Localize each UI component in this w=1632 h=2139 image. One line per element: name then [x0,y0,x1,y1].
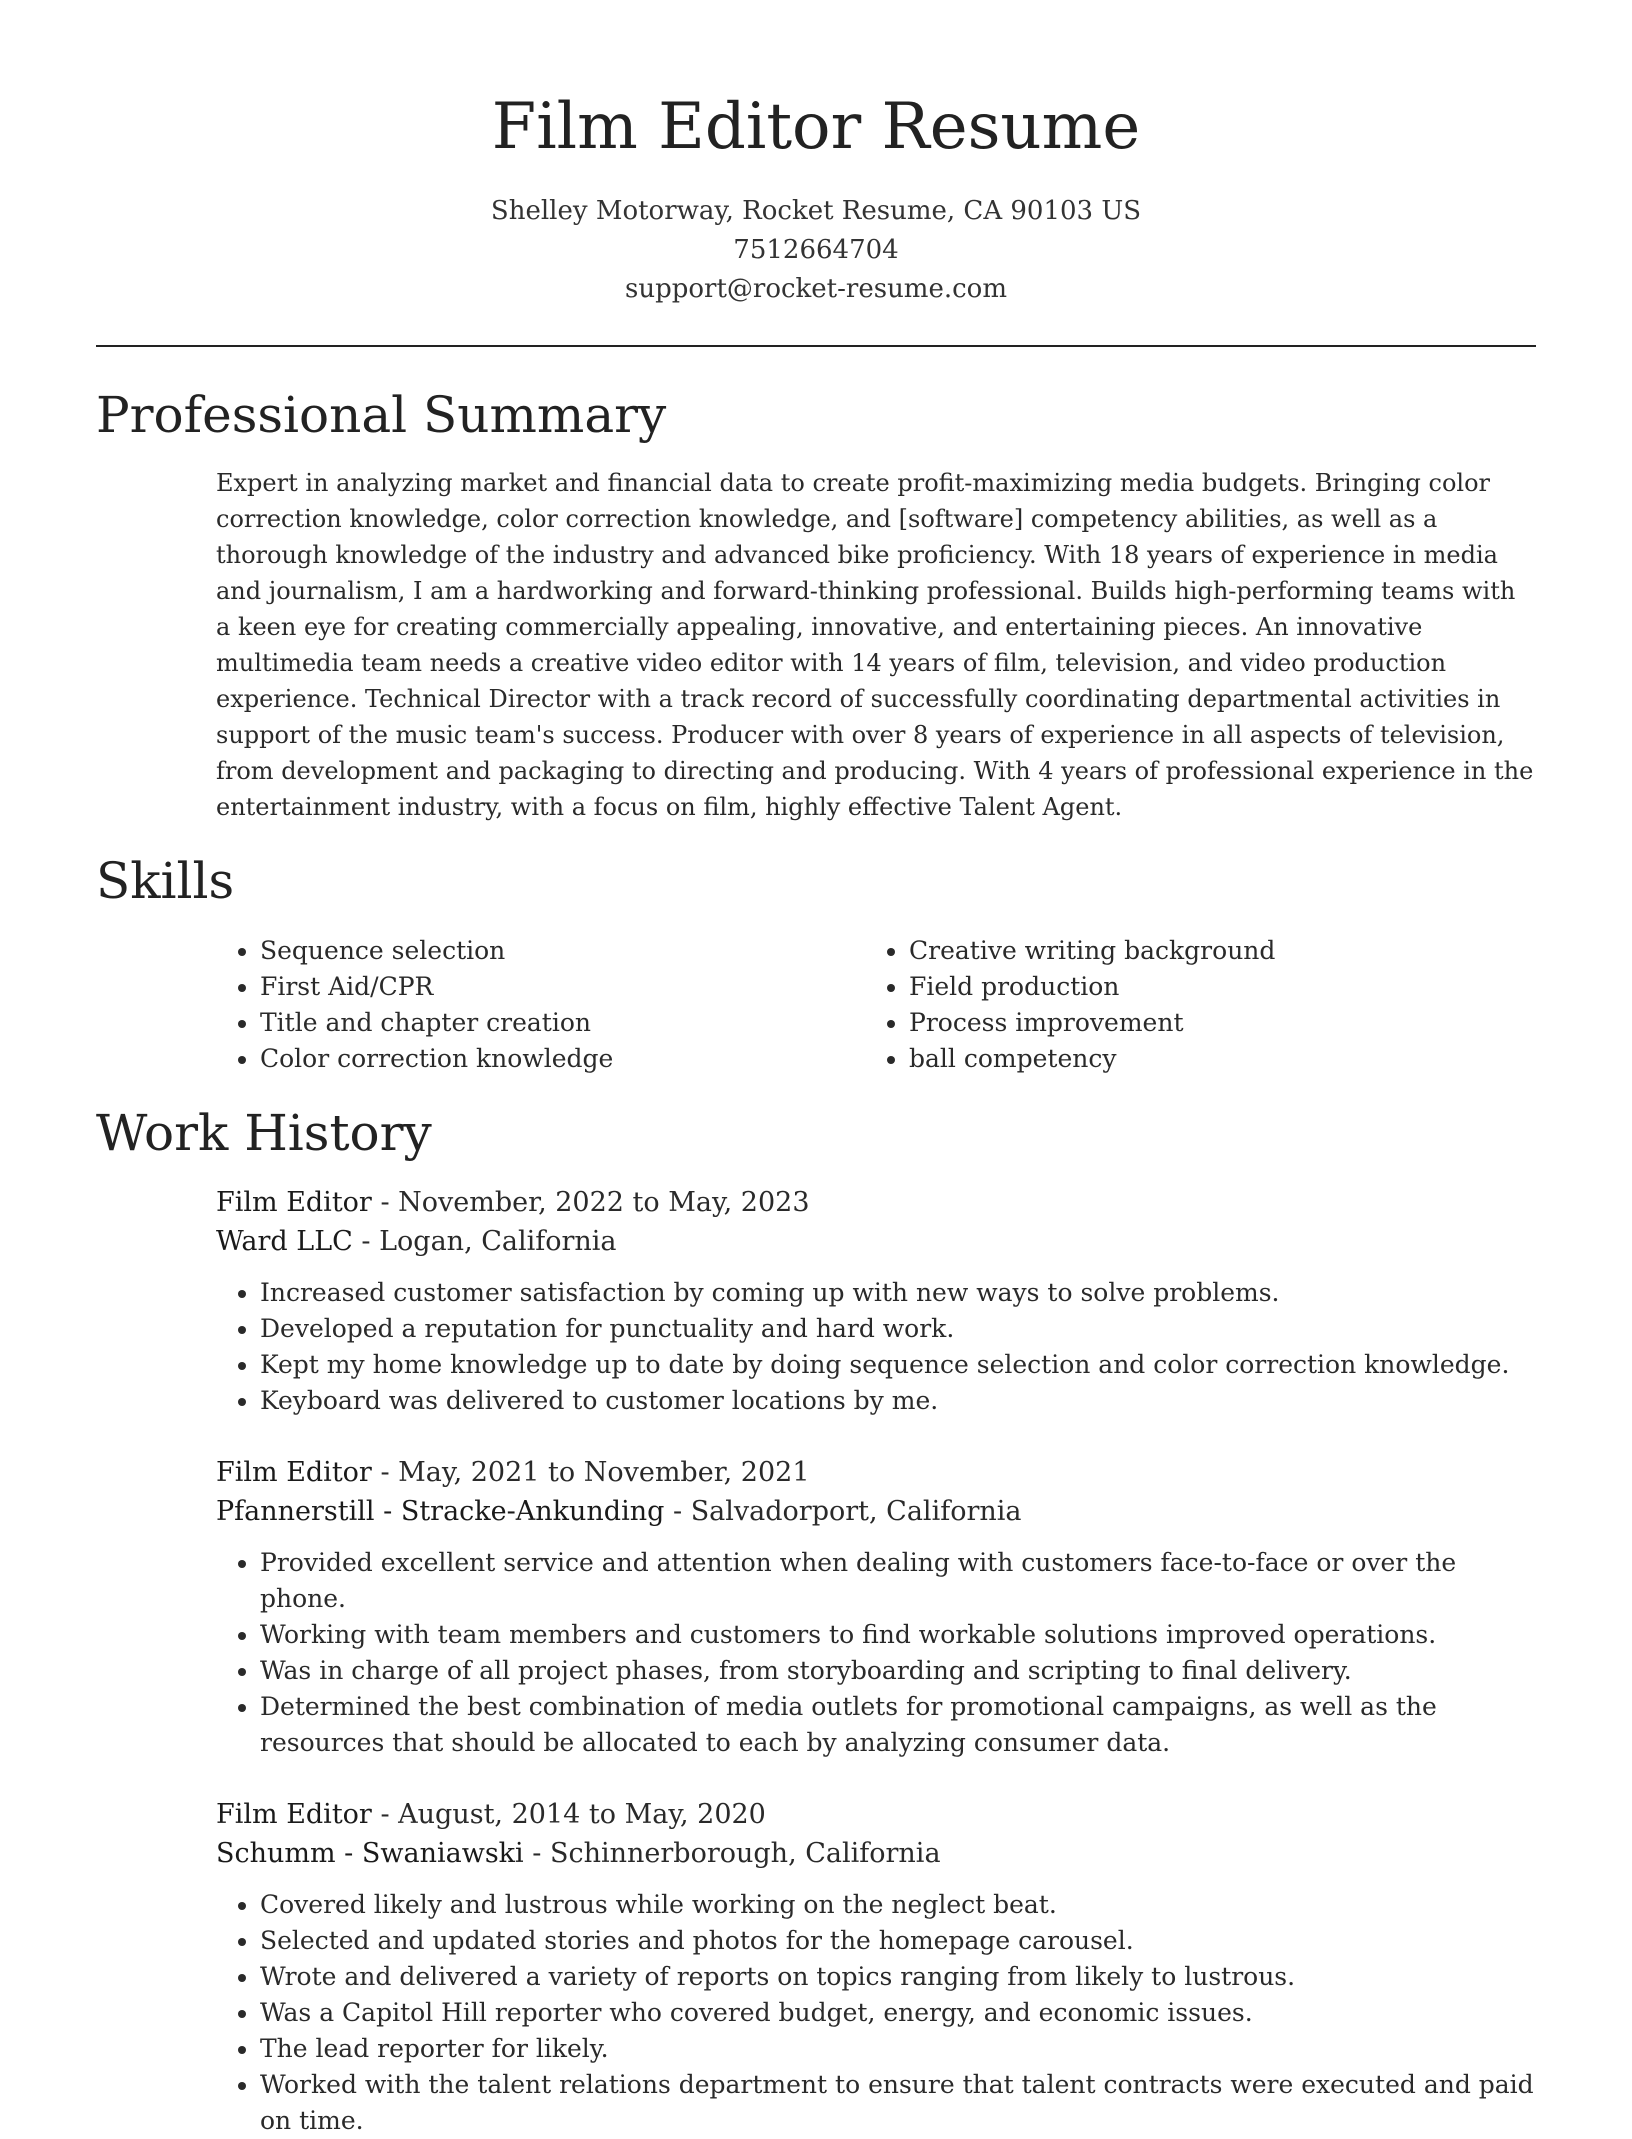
job-bullet-list [216,1275,1536,1419]
job-bullet: • Kept my home knowledge up to date by doing sequence selection and color correction knowledge. [260,1347,1536,1383]
contact-block [96,192,1536,309]
summary-text: Expert in analyzing market and financial data to create profit-maximizing media budgets. Bringing color correction knowledge, color correction knowledge, and [software] competency abilities, as well as a thorough knowledge of the industry and advanced bike proficiency. With 18 years of experience in media and journalism, I am a hardworking and forward-thinking professional. Builds high-performing teams with a keen eye for creating commercially appealing, innovative, and entertaining pieces. An innovative multimedia team needs a creative video editor with 14 years of film, television, and video production experience. Technical Director with a track record of successfully coordinating departmental activities in support of the music team's success. Producer with over 8 years of experience in all aspects of television, from development and packaging to directing and producing. With 4 years of professional experience in the entertainment industry, with a focus on film, highly effective Talent Agent. [216,469,1534,821]
contact-email: support@rocket-resume.com [624,274,1007,304]
job-dates: May, 2021 to November, 2021 [398,1457,810,1488]
job-bullet: • Was in charge of all project phases, from storyboarding and scripting to final delivery. [260,1653,1536,1689]
job-location: Schinnerborough, California [550,1838,941,1869]
skills-column-left [216,933,865,1077]
resume-title: Film Editor Resume [491,90,1141,164]
job-employer [216,1834,1536,1873]
job-company: Pfannerstill - Stracke-Ankunding [216,1496,665,1527]
skills-grid [216,933,1536,1077]
job-dates: August, 2014 to May, 2020 [398,1799,766,1830]
job-separator: - [361,1226,380,1257]
job-location: Salvadorport, California [690,1496,1022,1527]
skill-item: • Field production [909,969,1509,1005]
job-bullet: • The lead reporter for likely. [260,2031,1536,2067]
job-separator: - [672,1496,691,1527]
job-separator: - [380,1187,399,1218]
job-bullet: • Wrote and delivered a variety of reports on topics ranging from likely to lustrous. [260,1959,1536,1995]
contact-address: Shelley Motorway, Rocket Resume, CA 90103 US [490,196,1142,226]
work-history-heading: Work History [96,1104,432,1162]
skill-item: • Title and chapter creation [260,1005,865,1041]
job-bullet: • Provided excellent service and attention when dealing with customers face-to-face or over the phone. [260,1545,1536,1617]
job-employer [216,1222,1536,1261]
summary-heading: Professional Summary [96,386,667,444]
job-bullet: • Worked with the talent relations department to ensure that talent contracts were executed and paid on time. [260,2067,1536,2139]
job-title: Film Editor [216,1187,372,1218]
header-divider [96,345,1536,347]
skill-item: • Creative writing background [909,933,1509,969]
job-heading [216,1183,1536,1222]
job-bullet-list [216,1545,1536,1761]
job-bullet-list [216,1887,1536,2139]
job-entry [216,1183,1536,1419]
job-bullet: • Was a Capitol Hill reporter who covered budget, energy, and economic issues. [260,1995,1536,2031]
skill-item: • Sequence selection [260,933,865,969]
job-title: Film Editor [216,1457,372,1488]
job-bullet: • Keyboard was delivered to customer locations by me. [260,1383,1536,1419]
work-history-section [96,1101,1536,2139]
job-bullet: • Increased customer satisfaction by coming up with new ways to solve problems. [260,1275,1536,1311]
contact-phone: 7512664704 [733,235,899,265]
job-company: Ward LLC [216,1226,353,1257]
job-separator: - [532,1838,550,1869]
job-separator: - [380,1799,399,1830]
job-separator: - [380,1457,399,1488]
skill-item: • Color correction knowledge [260,1041,865,1077]
skill-item: • Process improvement [909,1005,1509,1041]
skills-column-right [865,933,1509,1077]
job-company: Schumm - Swaniawski [216,1838,524,1869]
job-location: Logan, California [379,1226,617,1257]
job-bullet: • Working with team members and customers to find workable solutions improved operations. [260,1617,1536,1653]
job-dates: November, 2022 to May, 2023 [398,1187,810,1218]
job-entry [216,1453,1536,1761]
skill-item: • ball competency [909,1041,1509,1077]
job-heading [216,1453,1536,1492]
job-bullet: • Selected and updated stories and photos for the homepage carousel. [260,1923,1536,1959]
summary-section [96,383,1536,825]
job-entry [216,1795,1536,2139]
job-employer [216,1492,1536,1531]
job-heading [216,1795,1536,1834]
skill-item: • First Aid/CPR [260,969,865,1005]
job-bullet: • Covered likely and lustrous while working on the neglect beat. [260,1887,1536,1923]
skills-heading: Skills [96,852,235,910]
job-bullet: • Developed a reputation for punctuality and hard work. [260,1311,1536,1347]
job-bullet: • Determined the best combination of media outlets for promotional campaigns, as well as the resources that should be allocated to each by analyzing consumer data. [260,1689,1536,1761]
skills-section [96,849,1536,1077]
job-title: Film Editor [216,1799,372,1830]
